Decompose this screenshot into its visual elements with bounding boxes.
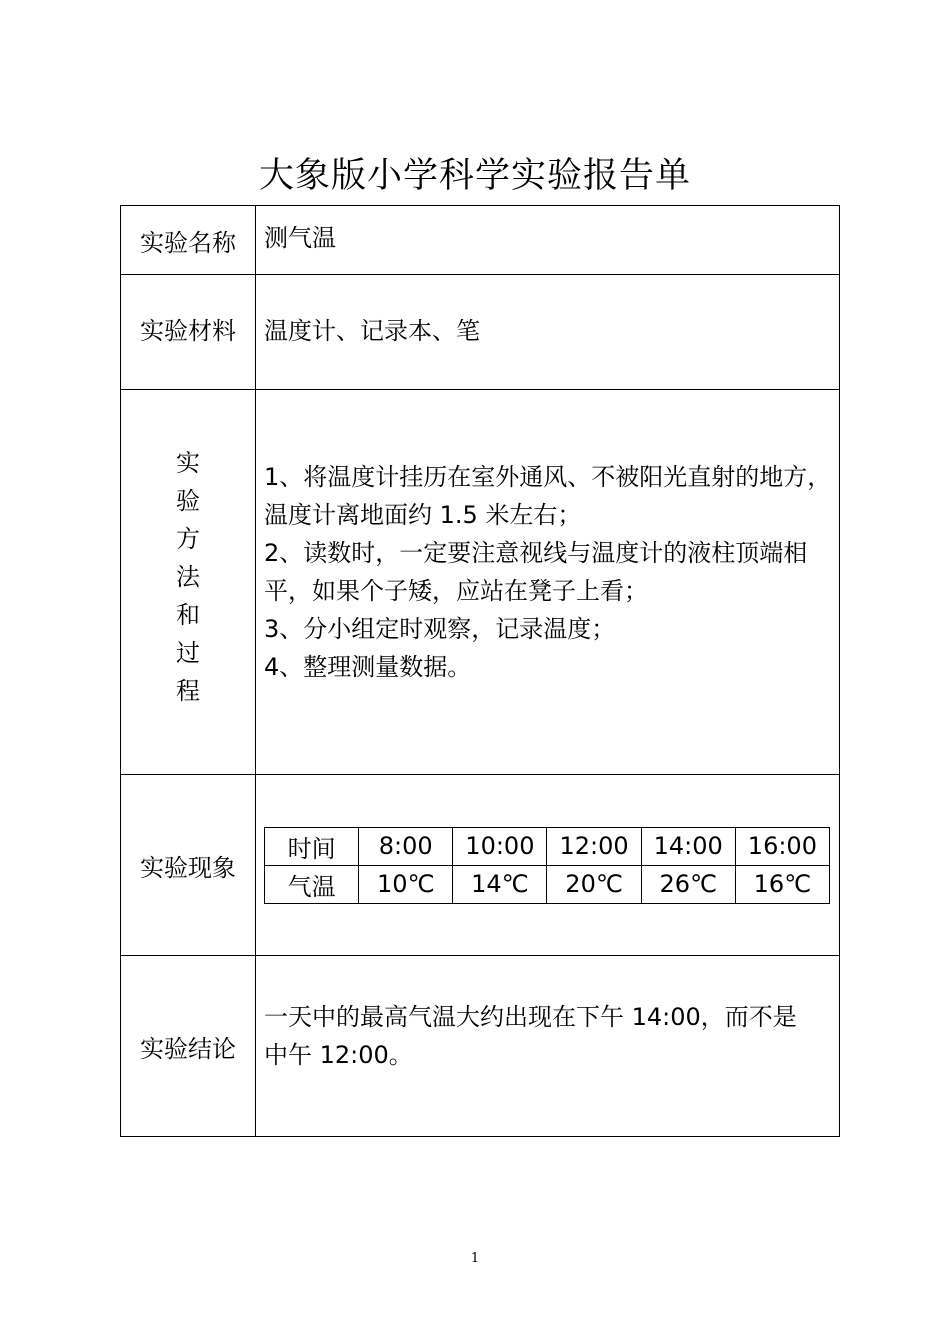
row-method [121,390,840,775]
value-materials: 温度计、记录本、笔 [256,275,840,390]
temperature-value: 20℃ [547,865,641,903]
time-value: 16:00 [735,827,829,865]
report-table [120,205,840,1137]
conclusion-line: 中午 12:00。 [264,1041,413,1069]
time-row [265,827,830,865]
method-line: 1、将温度计挂历在室外通风、不被阳光直射的地方， [264,463,832,491]
temperature-value: 14℃ [453,865,547,903]
temperature-value: 10℃ [359,865,453,903]
label-conclusion: 实验结论 [121,956,256,1137]
page-number: 1 [470,1251,480,1266]
conclusion-line: 一天中的最高气温大约出现在下午 14:00，而不是 [264,1003,797,1031]
label-materials: 实验材料 [121,275,256,390]
temperature-value: 26℃ [641,865,735,903]
value-experiment-name: 测气温 [256,206,840,275]
time-value: 14:00 [641,827,735,865]
temperature-table [264,827,830,904]
label-experiment-name: 实验名称 [121,206,256,275]
label-phenomenon: 实验现象 [121,775,256,956]
method-line: 4、整理测量数据。 [264,653,472,681]
time-header: 时间 [265,827,359,865]
conclusion-text [256,956,840,1137]
row-experiment-name [121,206,840,275]
method-steps [256,390,840,775]
time-value: 12:00 [547,827,641,865]
method-label-char: 方 [176,525,200,553]
time-value: 8:00 [359,827,453,865]
temperature-row [265,865,830,903]
method-line: 平，如果个子矮，应站在凳子上看； [264,577,648,605]
row-phenomenon [121,775,840,956]
method-label-char: 实 [176,449,200,477]
method-line: 温度计离地面约 1.5 米左右； [264,501,582,529]
method-line: 2、读数时，一定要注意视线与温度计的液柱顶端相 [264,539,808,567]
method-label-char: 程 [176,677,200,705]
method-label-char: 法 [176,563,200,591]
method-label-char: 验 [176,487,200,515]
row-conclusion [121,956,840,1137]
method-line: 3、分小组定时观察，记录温度； [264,615,616,643]
method-label-char: 过 [176,639,200,667]
time-value: 10:00 [453,827,547,865]
page-title: 大象版小学科学实验报告单 [258,156,691,196]
temperature-header: 气温 [265,865,359,903]
row-materials [121,275,840,390]
label-method [121,390,256,775]
temperature-value: 16℃ [735,865,829,903]
method-label-char: 和 [176,601,200,629]
phenomenon-cell [256,775,840,956]
